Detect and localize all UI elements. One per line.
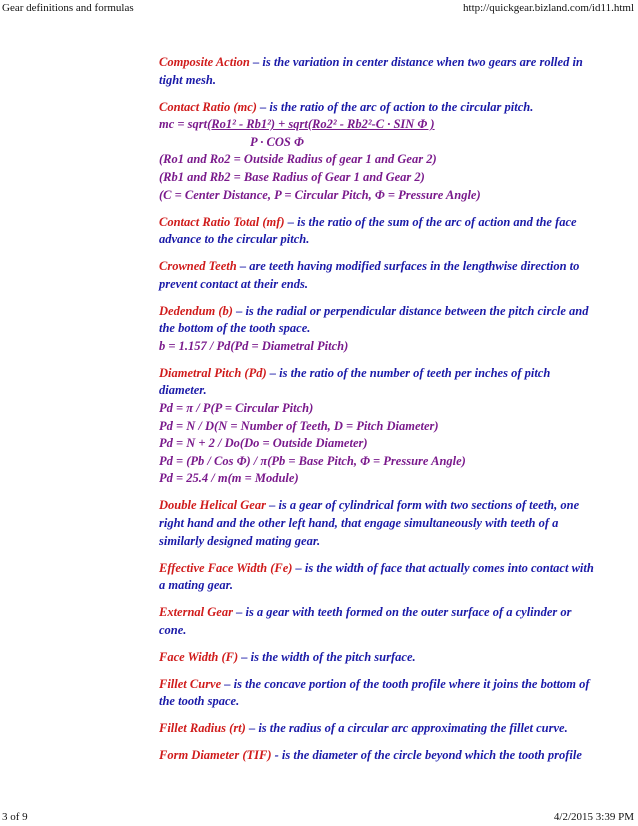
formula-denominator: P · COS Φ: [250, 134, 304, 149]
definition: – is the ratio of the arc of action to the circular pitch.: [256, 99, 534, 114]
definition-form-diameter: [159, 747, 599, 765]
term: Form Diameter (TIF): [159, 748, 272, 763]
definition-fillet-curve: [159, 676, 599, 711]
definition: – is the ratio of the number of teeth per inches of pitch diameter.: [159, 365, 551, 398]
term: External Gear: [159, 605, 233, 620]
formula-numerator: (Ro1² - Rb1²) + sqrt(Ro2² - Rb2²-C · SIN Φ ): [207, 117, 435, 132]
formula-note: (Pb = Base Pitch, Φ = Pressure Angle): [267, 453, 466, 468]
definition: – is the concave portion of the tooth profile where it joins the bottom of the tooth space.: [159, 676, 590, 709]
term: Dedendum (b): [159, 303, 233, 318]
formula-note: (Pd = Diametral Pitch): [230, 338, 349, 353]
formula-note: (P = Circular Pitch): [210, 401, 314, 416]
definition: – is the radial or perpendicular distance between the pitch circle and the bottom of the tooth space.: [159, 303, 589, 336]
definition: – is the variation in center distance when two gears are rolled in tight mesh.: [159, 55, 583, 87]
definition: – is the width of face that actually comes into contact with a mating gear.: [159, 560, 594, 593]
definition: – is the radius of a circular arc approximating the fillet curve.: [245, 721, 568, 736]
formula-note: (Do = Outside Diameter): [239, 436, 368, 451]
definition: - is the diameter of the circle beyond which the tooth profile: [271, 748, 582, 763]
formula: Pd = N / D: [159, 418, 215, 433]
term: Fillet Curve: [159, 676, 222, 691]
definition-composite-action: [159, 54, 599, 89]
formula-note: (C = Center Distance, P = Circular Pitch, Φ = Pressure Angle): [159, 187, 481, 202]
definition-double-helical-gear: [159, 497, 599, 550]
print-footer-datetime: 4/2/2015 3:39 PM: [553, 811, 634, 823]
formula-prefix: mc = sqrt: [159, 117, 208, 132]
formula-note: (m = Module): [227, 471, 299, 486]
formula: Pd = 25.4 / m: [159, 471, 228, 486]
definition: – is the ratio of the sum of the arc of action and the face advance to the circular pitch.: [159, 214, 577, 247]
print-footer-page: 3 of 9: [2, 811, 28, 823]
definition-diametral-pitch: [159, 365, 599, 488]
definition-face-width: [159, 649, 599, 667]
formula-note: (Ro1 and Ro2 = Outside Radius of gear 1 and Gear 2): [159, 152, 437, 167]
definition-fillet-radius: [159, 720, 599, 738]
term: Crowned Teeth: [159, 259, 237, 274]
term: Face Width (F): [159, 649, 239, 664]
term: Composite Action: [159, 55, 250, 69]
term: Contact Ratio Total (mf): [159, 214, 285, 229]
formula: Pd = π / P: [159, 401, 211, 416]
definition: – is a gear with teeth formed on the outer surface of a cylinder or cone.: [159, 605, 572, 637]
term: Effective Face Width (Fe): [159, 560, 293, 575]
definition-contact-ratio-total: [159, 214, 599, 249]
term: Fillet Radius (rt): [159, 721, 246, 736]
term: Double Helical Gear: [159, 498, 266, 513]
definition: – are teeth having modified surfaces in the lengthwise direction to prevent contact at their ends.: [159, 259, 580, 291]
definition-external-gear: [159, 604, 599, 639]
definition-effective-face-width: [159, 560, 599, 595]
term: Contact Ratio (mc): [159, 99, 257, 114]
document-body: [159, 54, 599, 774]
print-header-url: http://quickgear.bizland.com/id11.html: [463, 2, 634, 14]
definition-crowned-teeth: [159, 258, 599, 293]
term: Diametral Pitch (Pd): [159, 365, 267, 380]
definition-contact-ratio: [159, 99, 599, 205]
formula: b = 1.157 / Pd: [159, 338, 231, 353]
print-header-title: Gear definitions and formulas: [2, 2, 134, 14]
definition: – is a gear of cylindrical form with two sections of teeth, one right hand and the other left hand, that engage simultaneously with teeth of a similarly designed mating gear.: [159, 498, 580, 548]
formula-note: (Rb1 and Rb2 = Base Radius of Gear 1 and Gear 2): [159, 169, 425, 184]
definition: – is the width of the pitch surface.: [238, 649, 416, 664]
definition-dedendum: [159, 303, 599, 356]
formula-note: (N = Number of Teeth, D = Pitch Diameter): [214, 418, 439, 433]
formula: Pd = (Pb / Cos Φ) / π: [159, 453, 268, 468]
formula: Pd = N + 2 / Do: [159, 436, 240, 451]
